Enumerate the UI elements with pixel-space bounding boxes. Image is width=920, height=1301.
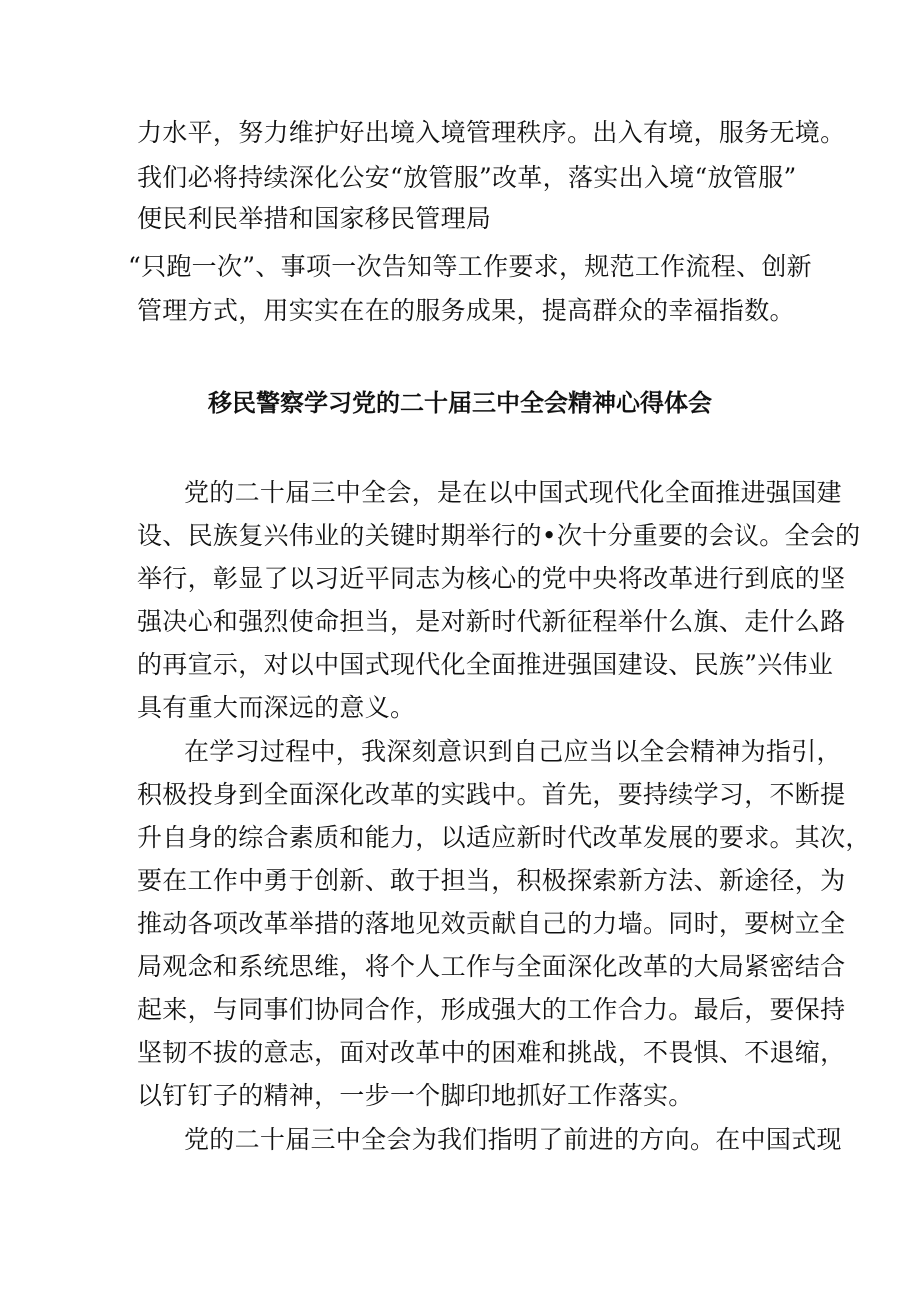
intro-line-1: 力水平，努力维护好出境入境管理秩序。出入有境，服务无境。 [137, 118, 846, 147]
body-line-6: 具有重大而深远的意义。 [137, 693, 416, 722]
body-line-11: 推动各项改革举措的落地见效贡献自己的力墙。同时，要树立全 [137, 909, 846, 938]
body-line-9: 升自身的综合素质和能力，以适应新时代改革发展的要求。其次， [137, 823, 871, 852]
body-line-3: 举行，彰显了以习近平同志为核心的党中央将改革进行到底的坚 [137, 564, 846, 593]
intro-line-5: 管理方式，用实实在在的服务成果，提高群众的幸福指数。 [137, 296, 795, 325]
intro-line-4: “只跑一次”、事项一次告知等工作要求，规范工作流程、创新 [128, 252, 812, 281]
body-line-5: 的再宣示，对以中国式现代化全面推进强国建设、民族”兴伟业 [137, 650, 834, 679]
body-line-2: 设、民族复兴伟业的关键时期举行的•次十分重要的会议。全会的 [137, 521, 861, 550]
body-line-10: 要在工作中勇于创新、敢于担当，积极探索新方法、新途径，为 [137, 866, 846, 895]
body-line-13: 起来，与同事们协同合作，形成强大的工作合力。最后，要保持 [137, 995, 846, 1024]
body-line-7: 在学习过程中，我深刻意识到自己应当以全会精神为指引， [184, 737, 842, 766]
body-line-14: 坚韧不拔的意志，面对改革中的困难和挑战，不畏惧、不退缩， [137, 1038, 846, 1067]
intro-line-3: 便民利民举措和国家移民管理局 [137, 204, 492, 233]
body-line-4: 强决心和强烈使命担当，是对新时代新征程举什么旗、走什么路 [137, 607, 846, 636]
document-title: 移民警察学习党的二十届三中全会精神心得体会 [208, 389, 712, 417]
body-line-16: 党的二十届三中全会为我们指明了前进的方向。在中国式现 [184, 1125, 842, 1154]
body-line-8: 积极投身到全面深化改革的实践中。首先，要持续学习，不断提 [137, 780, 846, 809]
body-line-15: 以钉钉子的精神，一步一个脚印地抓好工作落实。 [137, 1081, 694, 1110]
body-line-12: 局观念和系统思维，将个人工作与全面深化改革的大局紧密结合 [137, 952, 846, 981]
intro-line-2: 我们必将持续深化公安“放管服”改革，落实出入境“放管服” [137, 163, 797, 192]
body-line-1: 党的二十届三中全会，是在以中国式现代化全面推进强国建 [184, 478, 842, 507]
